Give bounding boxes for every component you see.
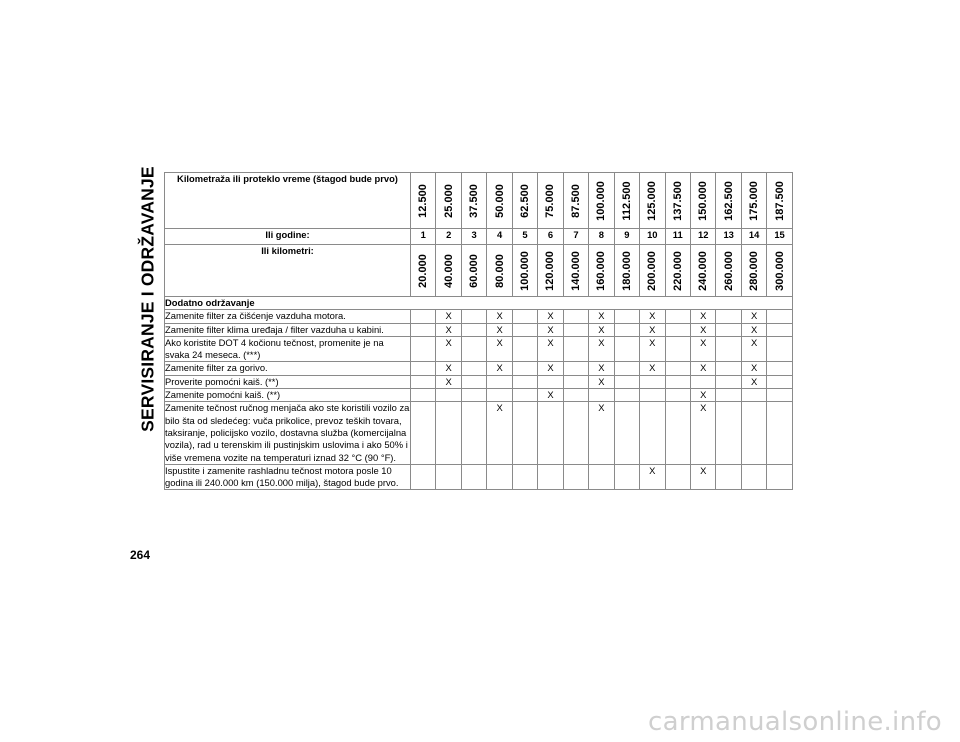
interval-cell [690, 173, 715, 229]
mark-cell [487, 375, 512, 388]
table-row [165, 323, 793, 336]
mark-cell [665, 375, 690, 388]
km-cell-text: 60.000 [467, 253, 480, 288]
mark-cell: X [690, 310, 715, 323]
km-cell [716, 245, 741, 297]
mark-cell [461, 310, 486, 323]
mark-cell [563, 323, 588, 336]
interval-cell [589, 173, 614, 229]
km-cell [767, 245, 792, 297]
mark-cell [716, 362, 741, 375]
mark-cell: X [487, 402, 512, 464]
mark-cell: X [538, 336, 563, 362]
task-description: Ako koristite DOT 4 kočionu tečnost, promenite je na svaka 24 meseca. (***) [165, 336, 411, 362]
km-cell [665, 245, 690, 297]
mark-cell: X [589, 402, 614, 464]
interval-cell [716, 173, 741, 229]
mark-cell: X [640, 362, 665, 375]
interval-cell [640, 173, 665, 229]
mark-cell [563, 402, 588, 464]
task-description: Zamenite filter za gorivo. [165, 362, 411, 375]
mark-cell: X [741, 362, 766, 375]
mark-cell [716, 310, 741, 323]
task-description: Zamenite filter za čišćenje vazduha motora. [165, 310, 411, 323]
mark-cell: X [690, 389, 715, 402]
mark-cell [512, 375, 537, 388]
task-description: Zamenite filter klima uređaja / filter vazduha u kabini. [165, 323, 411, 336]
mark-cell [614, 323, 639, 336]
mark-cell [614, 310, 639, 323]
mark-cell [411, 375, 436, 388]
km-cell-text: 120.000 [544, 250, 557, 291]
mark-cell: X [538, 310, 563, 323]
mark-cell [461, 362, 486, 375]
km-cell-text: 20.000 [417, 253, 430, 288]
mark-cell [563, 362, 588, 375]
mark-cell: X [640, 464, 665, 490]
mark-cell [461, 323, 486, 336]
interval-cell [538, 173, 563, 229]
mark-cell [411, 362, 436, 375]
mark-cell: X [589, 375, 614, 388]
mark-cell: X [538, 323, 563, 336]
km-cell [640, 245, 665, 297]
mark-cell [512, 362, 537, 375]
year-cell: 2 [436, 229, 461, 245]
mark-cell [411, 389, 436, 402]
mark-cell [614, 389, 639, 402]
mark-cell [640, 375, 665, 388]
mark-cell [589, 464, 614, 490]
mark-cell: X [690, 402, 715, 464]
mark-cell [411, 402, 436, 464]
interval-cell [436, 173, 461, 229]
mark-cell [665, 310, 690, 323]
year-cell: 5 [512, 229, 537, 245]
year-cell: 11 [665, 229, 690, 245]
interval-cell [741, 173, 766, 229]
interval-cell [614, 173, 639, 229]
mark-cell [461, 336, 486, 362]
km-cell [589, 245, 614, 297]
interval-cell-text: 62.500 [518, 183, 531, 218]
mark-cell [716, 464, 741, 490]
years-header-row [165, 229, 793, 245]
mileage-header-label: Kilometraža ili proteklo vreme (štagod bude prvo) [165, 173, 411, 229]
mark-cell [665, 362, 690, 375]
year-cell: 9 [614, 229, 639, 245]
mark-cell [436, 389, 461, 402]
km-cell [614, 245, 639, 297]
table-row [165, 389, 793, 402]
mileage-header-row [165, 173, 793, 229]
km-cell-text: 80.000 [493, 253, 506, 288]
year-cell: 12 [690, 229, 715, 245]
mark-cell: X [487, 336, 512, 362]
year-cell: 8 [589, 229, 614, 245]
mark-cell [665, 336, 690, 362]
mark-cell: X [538, 362, 563, 375]
mark-cell [716, 323, 741, 336]
mark-cell: X [487, 323, 512, 336]
mark-cell [538, 464, 563, 490]
mark-cell [487, 389, 512, 402]
mark-cell [640, 402, 665, 464]
mark-cell: X [589, 323, 614, 336]
years-header-label: Ili godine: [165, 229, 411, 245]
table-row [165, 362, 793, 375]
mark-cell [538, 402, 563, 464]
km-cell-text: 200.000 [646, 250, 659, 291]
km-cell [487, 245, 512, 297]
task-description: Zamenite tečnost ručnog menjača ako ste koristili vozilo za bilo šta od sledećeg: vuča prikolice, prevoz teških tovara, taksiranje, policijsko vozilo, dostavna služba (komercijalna vozila), rad u terenskim ili pustinjskim uslovima i ako 50% i više vremena vozite na temperaturi iznad 32 °C (90 °F). [165, 402, 410, 463]
km-cell-text: 160.000 [595, 250, 608, 291]
table-row [165, 402, 793, 464]
km-cell [563, 245, 588, 297]
year-cell: 10 [640, 229, 665, 245]
mark-cell [665, 402, 690, 464]
interval-cell-text: 12.500 [417, 183, 430, 218]
mark-cell: X [538, 389, 563, 402]
km-cell-text: 260.000 [722, 250, 735, 291]
section-side-title [136, 166, 160, 432]
interval-cell [665, 173, 690, 229]
interval-cell-text: 37.500 [467, 183, 480, 218]
year-cell: 14 [741, 229, 766, 245]
mark-cell: X [436, 375, 461, 388]
mark-cell [563, 389, 588, 402]
km-cell-text: 180.000 [620, 250, 633, 291]
mark-cell [614, 402, 639, 464]
mark-cell [767, 464, 792, 490]
mark-cell: X [640, 310, 665, 323]
section-title: Dodatno održavanje [165, 297, 793, 310]
km-header-row [165, 245, 793, 297]
interval-cell-text: 75.000 [544, 183, 557, 218]
year-cell: 7 [563, 229, 588, 245]
km-cell-text: 240.000 [697, 250, 710, 291]
mark-cell [741, 464, 766, 490]
mark-cell [563, 464, 588, 490]
mark-cell [767, 402, 792, 464]
mark-cell [512, 402, 537, 464]
km-cell-text: 40.000 [442, 253, 455, 288]
mark-cell [512, 323, 537, 336]
mark-cell [436, 402, 461, 464]
mark-cell: X [436, 336, 461, 362]
mark-cell: X [640, 323, 665, 336]
interval-cell [767, 173, 792, 229]
table-row [165, 336, 793, 362]
interval-cell [487, 173, 512, 229]
table-row [165, 375, 793, 388]
mark-cell [665, 389, 690, 402]
mark-cell [665, 464, 690, 490]
mark-cell [767, 389, 792, 402]
mark-cell [716, 402, 741, 464]
mark-cell [512, 310, 537, 323]
year-cell: 3 [461, 229, 486, 245]
mark-cell: X [487, 362, 512, 375]
task-description: Ispustite i zamenite rashladnu tečnost motora posle 10 godina ili 240.000 km (150.000 milja), štagod bude prvo. [165, 464, 411, 490]
mark-cell [767, 362, 792, 375]
mark-cell: X [640, 336, 665, 362]
mark-cell [614, 464, 639, 490]
mark-cell: X [589, 310, 614, 323]
interval-cell [512, 173, 537, 229]
maintenance-schedule-table [164, 172, 793, 490]
watermark: carmanualsonline.info [648, 707, 943, 737]
mark-cell [563, 375, 588, 388]
mark-cell [741, 389, 766, 402]
mark-cell [411, 310, 436, 323]
mark-cell: X [436, 310, 461, 323]
km-cell-text: 100.000 [518, 250, 531, 291]
task-description: Proverite pomoćni kaiš. (**) [165, 375, 411, 388]
mark-cell [411, 464, 436, 490]
km-cell [461, 245, 486, 297]
km-cell-text: 140.000 [569, 250, 582, 291]
year-cell: 1 [411, 229, 436, 245]
year-cell: 4 [487, 229, 512, 245]
km-cell-text: 280.000 [747, 250, 760, 291]
mark-cell [767, 323, 792, 336]
mark-cell [487, 464, 512, 490]
mark-cell [563, 336, 588, 362]
mark-cell [741, 402, 766, 464]
mark-cell [436, 464, 461, 490]
mark-cell: X [436, 323, 461, 336]
mark-cell [512, 336, 537, 362]
interval-cell-text: 187.500 [773, 180, 786, 221]
interval-cell-text: 50.000 [493, 183, 506, 218]
mark-cell [767, 310, 792, 323]
mark-cell: X [741, 310, 766, 323]
mark-cell [461, 402, 486, 464]
km-cell [436, 245, 461, 297]
mark-cell [614, 362, 639, 375]
year-cell: 15 [767, 229, 792, 245]
table-row [165, 310, 793, 323]
km-cell [538, 245, 563, 297]
section-side-title-text: SERVISIRANJE I ODRŽAVANJE [137, 166, 158, 432]
km-cell [512, 245, 537, 297]
mark-cell: X [741, 336, 766, 362]
table-row [165, 464, 793, 490]
interval-cell-text: 100.000 [595, 180, 608, 221]
mark-cell [767, 336, 792, 362]
km-header-label: Ili kilometri: [165, 245, 411, 297]
task-description: Zamenite pomoćni kaiš. (**) [165, 389, 411, 402]
interval-cell-text: 162.500 [722, 180, 735, 221]
interval-cell [411, 173, 436, 229]
section-row [165, 297, 793, 310]
mark-cell [512, 389, 537, 402]
mark-cell [614, 375, 639, 388]
mark-cell: X [690, 362, 715, 375]
page-number: 264 [130, 548, 151, 562]
mark-cell [716, 389, 741, 402]
km-cell [690, 245, 715, 297]
interval-cell-text: 150.000 [697, 180, 710, 221]
mark-cell [538, 375, 563, 388]
interval-cell [563, 173, 588, 229]
km-cell-text: 220.000 [671, 250, 684, 291]
interval-cell [461, 173, 486, 229]
mark-cell [512, 464, 537, 490]
interval-cell-text: 137.500 [671, 180, 684, 221]
mark-cell [716, 375, 741, 388]
mark-cell [614, 336, 639, 362]
mark-cell [589, 389, 614, 402]
mark-cell [716, 336, 741, 362]
mark-cell: X [436, 362, 461, 375]
mark-cell [411, 323, 436, 336]
mark-cell [461, 464, 486, 490]
km-cell-text: 300.000 [773, 250, 786, 291]
mark-cell [411, 336, 436, 362]
mark-cell [563, 310, 588, 323]
year-cell: 13 [716, 229, 741, 245]
km-cell [741, 245, 766, 297]
interval-cell-text: 25.000 [442, 183, 455, 218]
km-cell [411, 245, 436, 297]
year-cell: 6 [538, 229, 563, 245]
mark-cell: X [741, 323, 766, 336]
mark-cell [461, 375, 486, 388]
mark-cell [461, 389, 486, 402]
interval-cell-text: 125.000 [646, 180, 659, 221]
mark-cell: X [690, 336, 715, 362]
mark-cell [767, 375, 792, 388]
mark-cell: X [589, 362, 614, 375]
mark-cell: X [690, 323, 715, 336]
mark-cell: X [690, 464, 715, 490]
interval-cell-text: 87.500 [569, 183, 582, 218]
mark-cell [640, 389, 665, 402]
mark-cell: X [487, 310, 512, 323]
interval-cell-text: 175.000 [747, 180, 760, 221]
mark-cell: X [589, 336, 614, 362]
interval-cell-text: 112.500 [620, 180, 633, 221]
mark-cell [665, 323, 690, 336]
mark-cell [690, 375, 715, 388]
mark-cell: X [741, 375, 766, 388]
